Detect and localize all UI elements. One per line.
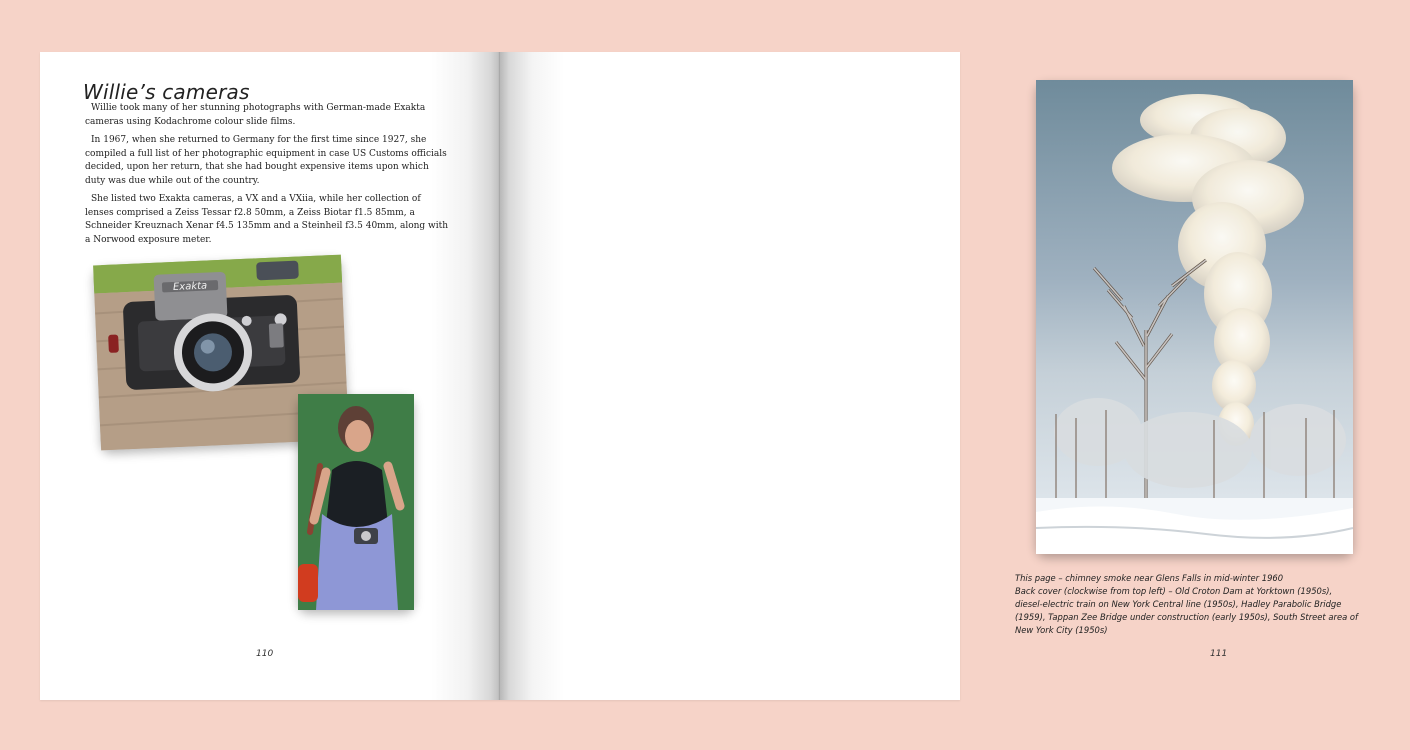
page-number-left: 110	[256, 649, 274, 659]
camera-logo-text: Exakta	[172, 280, 208, 294]
open-book	[40, 52, 1358, 700]
woman-photo	[298, 394, 414, 610]
winter-tree-illustration	[1036, 80, 1353, 554]
page-number-right: 111	[1210, 649, 1228, 659]
winter-tree-photo	[1036, 80, 1353, 554]
caption-line-4: (1959), Tappan Zee Bridge under construction (early 1950s), South Street area of	[1015, 612, 1358, 623]
caption-line-2: Back cover (clockwise from top left) – Old Croton Dam at Yorktown (1950s),	[1015, 586, 1333, 597]
caption-line-5: New York City (1950s)	[1015, 625, 1108, 636]
caption-line-3: diesel-electric train on New York Central line (1950s), Hadley Parabolic Bridge	[1015, 599, 1342, 610]
page-title: Willie’s cameras	[83, 80, 250, 104]
body-text	[85, 102, 450, 252]
photo-caption	[1015, 572, 1410, 637]
right-page	[500, 52, 1358, 700]
paragraph-1: Willie took many of her stunning photographs with German-made Exakta cameras using Kodachrome colour slide films.	[85, 103, 426, 127]
caption-line-1: This page – chimney smoke near Glens Falls in mid-winter 1960	[1015, 573, 1284, 583]
woman-illustration	[298, 394, 414, 610]
paragraph-3: She listed two Exakta cameras, a VX and a VXiia, while her collection of lenses comprised a Zeiss Tessar f2.8 50mm, a Zeiss Biotar f1.5 85mm, a Schneider Kreuznach Xenar f4.5 135mm and a Steinheil f3.5 40mm, along with a Norwood exposure meter.	[85, 194, 449, 245]
left-page	[40, 52, 500, 700]
paragraph-2: In 1967, when she returned to Germany for the first time since 1927, she compiled a full list of her photographic equipment in case US Customs officials decided, upon her return, that she had bought expensive items upon which duty was due while out of the country.	[85, 135, 447, 186]
